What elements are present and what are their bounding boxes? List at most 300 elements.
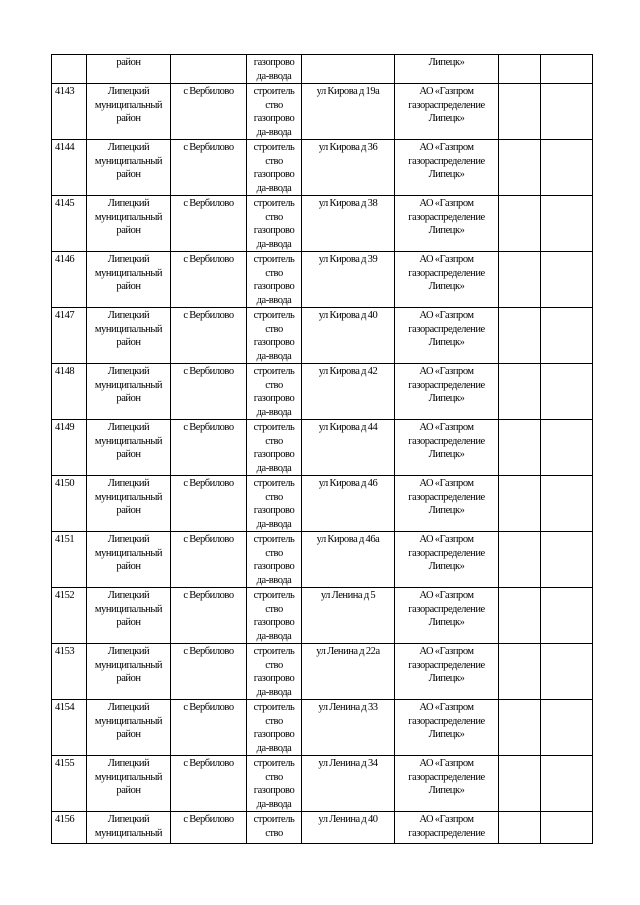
empty-cell	[541, 308, 593, 364]
row-number-cell	[52, 140, 87, 196]
address: ул Кирова д 39	[318, 254, 378, 265]
org-line: АО «Газпром	[419, 758, 474, 769]
row-number: 4149	[55, 422, 75, 433]
district-line: район	[116, 57, 141, 68]
org-line: газораспределение	[408, 659, 485, 671]
district-line: район	[116, 729, 141, 740]
locality: с Вербилово	[183, 702, 234, 713]
org-line: газораспределение	[408, 99, 485, 111]
empty-cell	[499, 140, 541, 196]
empty-cell	[541, 700, 593, 756]
locality: с Вербилово	[183, 646, 234, 657]
district-line: район	[116, 449, 141, 460]
work-line: строитель	[253, 534, 295, 545]
district-cell	[87, 756, 171, 812]
work-line: строитель	[253, 310, 295, 321]
row-number: 4148	[55, 366, 75, 377]
district-line: Липецкий	[107, 142, 150, 153]
row-number: 4146	[55, 254, 75, 265]
row-number-cell	[52, 532, 87, 588]
table-row	[52, 756, 593, 812]
district-cell	[87, 476, 171, 532]
organization-cell	[395, 756, 499, 812]
work-line: строитель	[253, 478, 295, 489]
address-cell	[302, 588, 395, 644]
work-line: да-ввода	[256, 350, 292, 362]
district-line: муниципальный	[94, 547, 163, 559]
empty-cell	[541, 756, 593, 812]
district-cell	[87, 252, 171, 308]
row-number-cell	[52, 196, 87, 252]
row-number-cell	[52, 756, 87, 812]
address-cell	[302, 140, 395, 196]
work-line: газопрово	[253, 617, 295, 628]
address-cell	[302, 532, 395, 588]
locality: с Вербилово	[183, 198, 234, 209]
address: ул Кирова д 44	[318, 422, 378, 433]
district-line: муниципальный	[94, 659, 163, 671]
work-line: ство	[265, 155, 283, 167]
table-row	[52, 588, 593, 644]
work-line: строитель	[253, 758, 295, 769]
work-line: ство	[265, 547, 283, 559]
work-type-cell	[247, 55, 302, 84]
district-cell	[87, 420, 171, 476]
address: ул Кирова д 36	[318, 142, 378, 153]
empty-cell	[499, 55, 541, 84]
district-line: Липецкий	[107, 254, 150, 265]
address: ул Кирова д 42	[318, 366, 378, 377]
org-line: АО «Газпром	[419, 422, 474, 433]
organization-cell	[395, 196, 499, 252]
row-number-cell	[52, 84, 87, 140]
row-number-cell	[52, 644, 87, 700]
org-line: АО «Газпром	[419, 646, 474, 657]
address: ул Ленина д 22а	[316, 646, 380, 657]
org-line: АО «Газпром	[419, 86, 474, 97]
table-row	[52, 308, 593, 364]
row-number: 4145	[55, 198, 75, 209]
work-line: газопрово	[253, 393, 295, 404]
district-line: муниципальный	[94, 715, 163, 727]
row-number: 4150	[55, 478, 75, 489]
work-type-cell	[247, 140, 302, 196]
district-line: муниципальный	[94, 267, 163, 279]
work-type-cell	[247, 308, 302, 364]
row-number-cell	[52, 588, 87, 644]
address: ул Ленина д 5	[320, 590, 376, 601]
table-row	[52, 812, 593, 844]
empty-cell	[541, 644, 593, 700]
table-row	[52, 476, 593, 532]
empty-cell	[499, 308, 541, 364]
organization-cell	[395, 252, 499, 308]
work-line: газопрово	[253, 505, 295, 516]
work-line: строитель	[253, 814, 295, 825]
table-row	[52, 84, 593, 140]
address: ул Ленина д 40	[318, 814, 378, 825]
empty-cell	[541, 84, 593, 140]
district-line: район	[116, 393, 141, 404]
org-line: АО «Газпром	[419, 534, 474, 545]
district-line: район	[116, 617, 141, 628]
work-line: да-ввода	[256, 742, 292, 754]
address-cell	[302, 644, 395, 700]
district-cell	[87, 308, 171, 364]
locality-cell	[171, 55, 247, 84]
empty-cell	[499, 812, 541, 844]
locality-cell	[171, 476, 247, 532]
organization-cell	[395, 644, 499, 700]
org-line: АО «Газпром	[419, 590, 474, 601]
work-line: газопрово	[253, 169, 295, 180]
district-line: муниципальный	[94, 435, 163, 447]
row-number: 4151	[55, 534, 75, 545]
work-line: да-ввода	[256, 294, 292, 306]
locality-cell	[171, 644, 247, 700]
work-line: строитель	[253, 422, 295, 433]
work-line: да-ввода	[256, 630, 292, 642]
org-line: АО «Газпром	[419, 366, 474, 377]
org-line: газораспределение	[408, 603, 485, 615]
empty-cell	[541, 364, 593, 420]
work-line: ство	[265, 659, 283, 671]
work-line: да-ввода	[256, 406, 292, 418]
work-line: газопрово	[253, 561, 295, 572]
row-number-cell	[52, 420, 87, 476]
table-row	[52, 196, 593, 252]
district-cell	[87, 588, 171, 644]
empty-cell	[499, 588, 541, 644]
organization-cell	[395, 532, 499, 588]
district-line: район	[116, 337, 141, 348]
work-line: ство	[265, 491, 283, 503]
district-cell	[87, 196, 171, 252]
locality-cell	[171, 532, 247, 588]
org-line: АО «Газпром	[419, 814, 474, 825]
address-cell	[302, 476, 395, 532]
district-line: район	[116, 169, 141, 180]
locality-cell	[171, 756, 247, 812]
table-row	[52, 364, 593, 420]
locality-cell	[171, 308, 247, 364]
district-cell	[87, 644, 171, 700]
district-line: Липецкий	[107, 758, 150, 769]
org-line: газораспределение	[408, 547, 485, 559]
row-number-cell	[52, 812, 87, 844]
row-number-cell	[52, 308, 87, 364]
work-line: газопрово	[253, 281, 295, 292]
org-line: Липецк»	[428, 673, 465, 684]
gas-pipeline-table	[51, 54, 593, 844]
address-cell	[302, 252, 395, 308]
work-line: ство	[265, 603, 283, 615]
row-number: 4143	[55, 86, 75, 97]
org-line: газораспределение	[408, 267, 485, 279]
row-number: 4156	[55, 814, 75, 825]
org-line: газораспределение	[408, 379, 485, 391]
work-line: газопрово	[253, 57, 295, 68]
empty-cell	[499, 644, 541, 700]
work-line: да-ввода	[256, 70, 292, 82]
district-line: муниципальный	[94, 603, 163, 615]
district-line: Липецкий	[107, 310, 150, 321]
row-number-cell	[52, 476, 87, 532]
district-cell	[87, 55, 171, 84]
locality: с Вербилово	[183, 310, 234, 321]
work-type-cell	[247, 588, 302, 644]
org-line: газораспределение	[408, 323, 485, 335]
organization-cell	[395, 308, 499, 364]
district-line: район	[116, 113, 141, 124]
address: ул Кирова д 46а	[316, 534, 380, 545]
district-line: Липецкий	[107, 198, 150, 209]
empty-cell	[499, 252, 541, 308]
locality-cell	[171, 140, 247, 196]
work-type-cell	[247, 420, 302, 476]
empty-cell	[541, 55, 593, 84]
org-line: Липецк»	[428, 113, 465, 124]
locality: с Вербилово	[183, 422, 234, 433]
district-line: Липецкий	[107, 534, 150, 545]
work-line: да-ввода	[256, 798, 292, 810]
work-line: да-ввода	[256, 126, 292, 138]
district-line: муниципальный	[94, 323, 163, 335]
org-line: газораспределение	[408, 435, 485, 447]
address-cell	[302, 700, 395, 756]
empty-cell	[541, 196, 593, 252]
row-number-cell	[52, 364, 87, 420]
empty-cell	[541, 532, 593, 588]
locality: с Вербилово	[183, 478, 234, 489]
locality-cell	[171, 420, 247, 476]
org-line: Липецк»	[428, 505, 465, 516]
district-line: Липецкий	[107, 590, 150, 601]
organization-cell	[395, 420, 499, 476]
org-line: газораспределение	[408, 771, 485, 783]
empty-cell	[499, 756, 541, 812]
work-line: да-ввода	[256, 686, 292, 698]
work-line: строитель	[253, 86, 295, 97]
district-line: Липецкий	[107, 646, 150, 657]
empty-cell	[499, 700, 541, 756]
locality-cell	[171, 812, 247, 844]
work-line: строитель	[253, 366, 295, 377]
organization-cell	[395, 476, 499, 532]
district-line: район	[116, 785, 141, 796]
org-line: Липецк»	[428, 57, 465, 68]
locality-cell	[171, 700, 247, 756]
work-line: строитель	[253, 198, 295, 209]
work-line: строитель	[253, 254, 295, 265]
org-line: АО «Газпром	[419, 478, 474, 489]
table-row	[52, 252, 593, 308]
empty-cell	[499, 364, 541, 420]
work-line: ство	[265, 435, 283, 447]
district-cell	[87, 532, 171, 588]
empty-cell	[499, 532, 541, 588]
row-number: 4155	[55, 758, 75, 769]
address: ул Кирова д 38	[318, 198, 378, 209]
empty-cell	[541, 476, 593, 532]
org-line: АО «Газпром	[419, 198, 474, 209]
table-row	[52, 420, 593, 476]
table-row	[52, 55, 593, 84]
table-row	[52, 644, 593, 700]
organization-cell	[395, 55, 499, 84]
district-line: район	[116, 505, 141, 516]
empty-cell	[541, 252, 593, 308]
org-line: Липецк»	[428, 449, 465, 460]
work-line: ство	[265, 715, 283, 727]
work-line: ство	[265, 323, 283, 335]
locality: с Вербилово	[183, 254, 234, 265]
work-line: ство	[265, 99, 283, 111]
work-line: строитель	[253, 142, 295, 153]
locality-cell	[171, 252, 247, 308]
work-line: газопрово	[253, 785, 295, 796]
work-line: газопрово	[253, 337, 295, 348]
row-number: 4153	[55, 646, 75, 657]
address-cell	[302, 420, 395, 476]
work-line: ство	[265, 827, 283, 839]
district-line: Липецкий	[107, 366, 150, 377]
org-line: АО «Газпром	[419, 142, 474, 153]
district-cell	[87, 812, 171, 844]
address: ул Ленина д 34	[318, 758, 378, 769]
locality: с Вербилово	[183, 758, 234, 769]
org-line: Липецк»	[428, 617, 465, 628]
locality: с Вербилово	[183, 534, 234, 545]
organization-cell	[395, 364, 499, 420]
work-type-cell	[247, 700, 302, 756]
table-row	[52, 700, 593, 756]
row-number-cell	[52, 55, 87, 84]
work-line: газопрово	[253, 225, 295, 236]
row-number: 4144	[55, 142, 75, 153]
locality: с Вербилово	[183, 142, 234, 153]
address: ул Ленина д 33	[318, 702, 378, 713]
document-page	[51, 54, 592, 844]
org-line: Липецк»	[428, 729, 465, 740]
locality: с Вербилово	[183, 590, 234, 601]
org-line: АО «Газпром	[419, 702, 474, 713]
district-line: муниципальный	[94, 99, 163, 111]
organization-cell	[395, 588, 499, 644]
locality: с Вербилово	[183, 86, 234, 97]
table-body	[52, 55, 593, 844]
organization-cell	[395, 84, 499, 140]
row-number-cell	[52, 700, 87, 756]
district-line: муниципальный	[94, 771, 163, 783]
empty-cell	[541, 140, 593, 196]
work-line: ство	[265, 267, 283, 279]
org-line: газораспределение	[408, 211, 485, 223]
work-line: да-ввода	[256, 518, 292, 530]
locality-cell	[171, 364, 247, 420]
work-type-cell	[247, 644, 302, 700]
district-cell	[87, 84, 171, 140]
district-line: Липецкий	[107, 702, 150, 713]
district-line: район	[116, 561, 141, 572]
work-line: ство	[265, 771, 283, 783]
district-line: Липецкий	[107, 478, 150, 489]
row-number-cell	[52, 252, 87, 308]
work-line: ство	[265, 379, 283, 391]
org-line: газораспределение	[408, 155, 485, 167]
org-line: АО «Газпром	[419, 310, 474, 321]
district-cell	[87, 364, 171, 420]
work-line: газопрово	[253, 113, 295, 124]
org-line: газораспределение	[408, 827, 485, 839]
locality-cell	[171, 84, 247, 140]
org-line: газораспределение	[408, 491, 485, 503]
empty-cell	[541, 588, 593, 644]
district-line: район	[116, 281, 141, 292]
row-number: 4147	[55, 310, 75, 321]
district-line: муниципальный	[94, 379, 163, 391]
empty-cell	[499, 420, 541, 476]
work-line: да-ввода	[256, 462, 292, 474]
district-cell	[87, 140, 171, 196]
empty-cell	[499, 476, 541, 532]
locality-cell	[171, 588, 247, 644]
district-line: Липецкий	[107, 814, 150, 825]
org-line: Липецк»	[428, 337, 465, 348]
address-cell	[302, 812, 395, 844]
work-type-cell	[247, 252, 302, 308]
work-line: да-ввода	[256, 238, 292, 250]
org-line: АО «Газпром	[419, 254, 474, 265]
org-line: Липецк»	[428, 169, 465, 180]
work-type-cell	[247, 532, 302, 588]
empty-cell	[499, 196, 541, 252]
locality: с Вербилово	[183, 366, 234, 377]
table-row	[52, 140, 593, 196]
organization-cell	[395, 140, 499, 196]
work-type-cell	[247, 84, 302, 140]
work-type-cell	[247, 812, 302, 844]
org-line: Липецк»	[428, 281, 465, 292]
address-cell	[302, 84, 395, 140]
district-line: Липецкий	[107, 422, 150, 433]
empty-cell	[499, 84, 541, 140]
org-line: газораспределение	[408, 715, 485, 727]
address-cell	[302, 364, 395, 420]
work-line: строитель	[253, 590, 295, 601]
locality-cell	[171, 196, 247, 252]
org-line: Липецк»	[428, 785, 465, 796]
district-line: муниципальный	[94, 491, 163, 503]
org-line: Липецк»	[428, 225, 465, 236]
row-number: 4154	[55, 702, 75, 713]
work-line: газопрово	[253, 449, 295, 460]
locality: с Вербилово	[183, 814, 234, 825]
work-type-cell	[247, 756, 302, 812]
address-cell	[302, 756, 395, 812]
organization-cell	[395, 812, 499, 844]
district-line: муниципальный	[94, 155, 163, 167]
work-line: строитель	[253, 702, 295, 713]
row-number: 4152	[55, 590, 75, 601]
work-line: да-ввода	[256, 574, 292, 586]
work-line: строитель	[253, 646, 295, 657]
org-line: Липецк»	[428, 561, 465, 572]
address: ул Кирова д 40	[318, 310, 378, 321]
work-type-cell	[247, 364, 302, 420]
district-line: район	[116, 673, 141, 684]
organization-cell	[395, 700, 499, 756]
